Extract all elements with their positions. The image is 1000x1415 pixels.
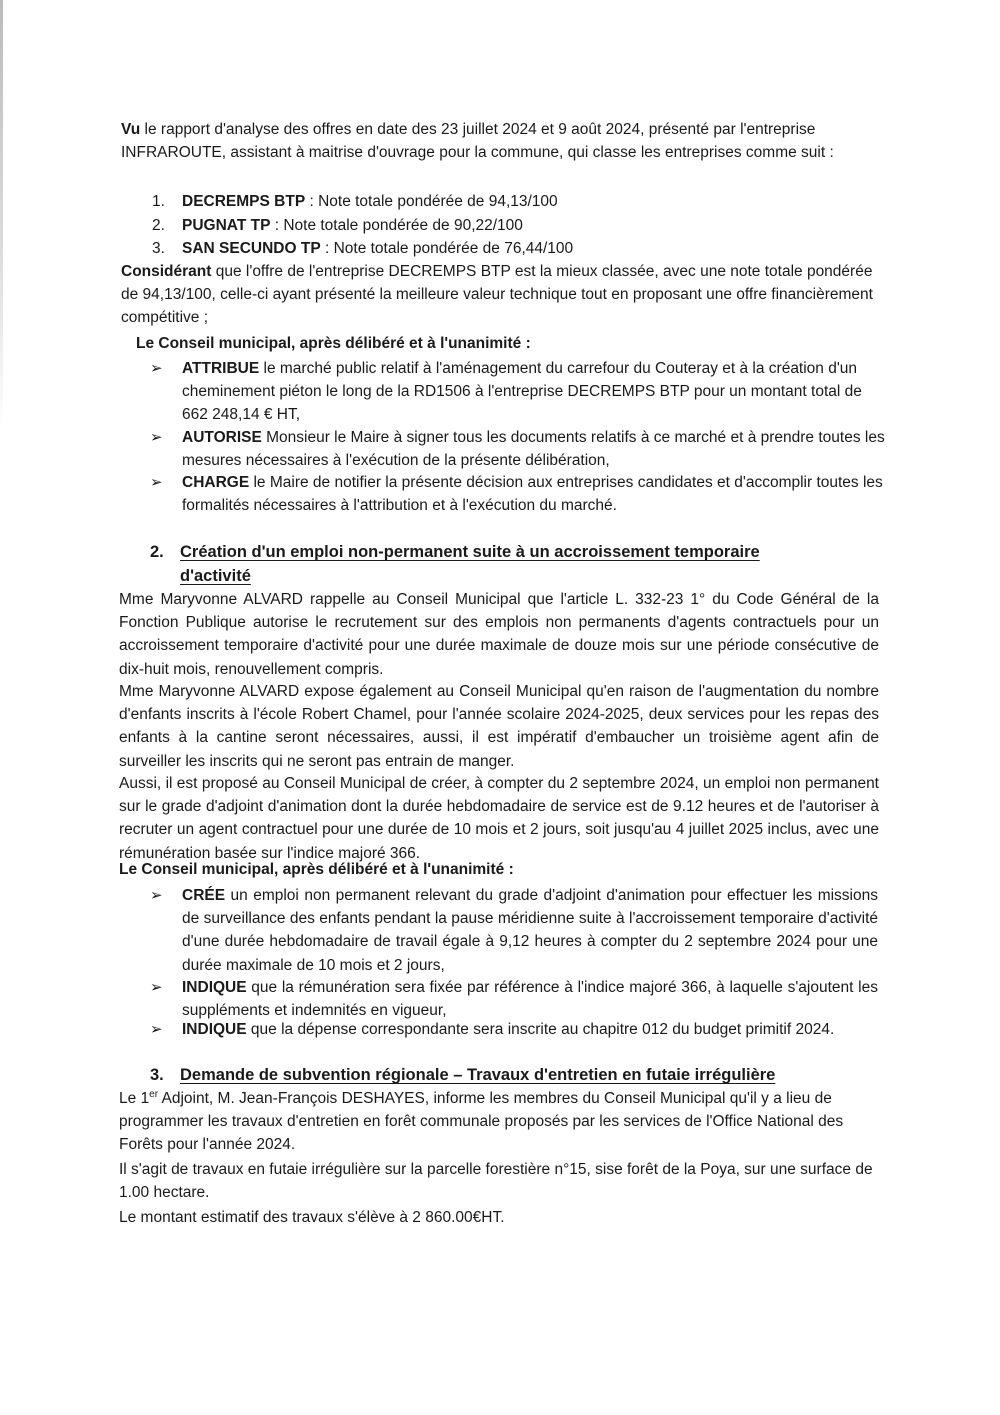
section-2-paragraph: Mme Maryvonne ALVARD expose également au Conseil Municipal qu'en raison de l'augmentation du nombre d'enfants inscrits à l'école Robert Chamel, pour l'année scolaire 2024-2025, deux services pour les repas des enfants à la cantine seront nécessaires, aussi, il est impératif d'embaucher un troisième agent afin de surveiller les inscrits qui ne seront pas entrain de manger.	[119, 683, 879, 770]
arrow-bullet-icon: ➢	[150, 887, 163, 904]
ranking-item: 2. PUGNAT TP : Note totale pondérée de 90,22/100	[152, 217, 523, 234]
scan-edge-mark	[0, 0, 3, 430]
considerant-paragraph	[121, 260, 876, 330]
intro-paragraph	[121, 118, 881, 164]
considerant-text: que l'offre de l'entreprise DECREMPS BTP est la mieux classée, avec une note totale pondérée de 94,13/100, celle-ci ayant présenté la meilleure valeur technique tout en proposant une offre financièrement compétitive ;	[121, 263, 873, 327]
section-3-heading: 3. Demande de subvention régionale – Travaux d'entretien en futaie irrégulière	[150, 1066, 776, 1084]
section-2-title-line2: d'activité	[180, 567, 251, 585]
section-3-paragraph: Le montant estimatif des travaux s'élève à 2 860.00€HT.	[119, 1209, 505, 1226]
decision-item: ➢ INDIQUE que la dépense correspondante sera inscrite au chapitre 012 du budget primitif 2024.	[150, 1018, 900, 1041]
section-2-title-line1: Création d'un emploi non-permanent suite à un accroissement temporaire	[180, 543, 760, 561]
decision-item: ➢ CHARGE le Maire de notifier la présente décision aux entreprises candidates et d'accomplir toutes les formalités nécessaires à l'attribution et à l'exécution du marché.	[150, 471, 890, 517]
section-2-paragraph: Aussi, il est proposé au Conseil Municipal de créer, à compter du 2 septembre 2024, un emploi non permanent sur le grade d'adjoint d'animation dont la durée hebdomadaire de service est de 9.12 heures et de l'autoriser à recruter un agent contractuel pour une durée de 10 mois et 2 jours, soit jusqu'au 4 juillet 2025 inclus, avec une rémunération basée sur l'indice majoré 366.	[119, 775, 879, 862]
arrow-bullet-icon: ➢	[150, 474, 163, 491]
decision-item: ➢ CRÉE un emploi non permanent relevant du grade d'adjoint d'animation pour effectuer les missions de surveillance des enfants pendant la pause méridienne suite à l'accroissement temporaire d'activité d'une durée hebdomadaire de travail égale à 9,12 heures à compter du 2 septembre 2024 pour une durée maximale de 10 mois et 2 jours,	[150, 884, 878, 977]
intro-text: le rapport d'analyse des offres en date des 23 juillet 2024 et 9 août 2024, présenté par l'entreprise INFRAROUTE, assistant à maitrise d'ouvrage pour la commune, qui classe les entreprises comme suit :	[121, 121, 834, 162]
arrow-bullet-icon: ➢	[150, 1021, 163, 1038]
decision-label: Le Conseil municipal, après délibéré et à l'unanimité :	[136, 335, 531, 352]
section-3-paragraph: Il s'agit de travaux en futaie irrégulière sur la parcelle forestière n°15, sise forêt de la Poya, sur une surface de 1.00 hectare.	[119, 1161, 873, 1202]
arrow-bullet-icon: ➢	[150, 429, 163, 446]
decision-label: Le Conseil municipal, après délibéré et à l'unanimité :	[119, 861, 514, 878]
decision-item: ➢ INDIQUE que la rémunération sera fixée par référence à l'indice majoré 366, à laquelle s'ajoutent les suppléments et indemnités en vigueur,	[150, 976, 878, 1022]
decision-item: ➢ AUTORISE Monsieur le Maire à signer tous les documents relatifs à ce marché et à prendre toutes les mesures nécessaires à l'exécution de la présente délibération,	[150, 426, 890, 472]
decision-item: ➢ ATTRIBUE le marché public relatif à l'aménagement du carrefour du Couteray et à la création d'un cheminement piéton le long de la RD1506 à l'entreprise DECREMPS BTP pour un montant total de 662 248,14 € HT,	[150, 357, 890, 427]
arrow-bullet-icon: ➢	[150, 979, 163, 996]
ranking-item: 1. DECREMPS BTP : Note totale pondérée de 94,13/100	[152, 193, 558, 210]
arrow-bullet-icon: ➢	[150, 360, 163, 377]
section-3-title: Demande de subvention régionale – Travaux d'entretien en futaie irrégulière	[180, 1066, 776, 1084]
section-3-paragraph: Le 1er Adjoint, M. Jean-François DESHAYES, informe les membres du Conseil Municipal qu'il y a lieu de programmer les travaux d'entretien en forêt communale proposés par les services de l'Office National des Forêts pour l'année 2024.	[119, 1088, 844, 1154]
ranking-item: 3. SAN SECUNDO TP : Note totale pondérée de 76,44/100	[152, 240, 574, 257]
section-2-heading: 2. Création d'un emploi non-permanent suite à un accroissement temporaire	[150, 543, 760, 561]
considerant-lead: Considérant	[121, 263, 212, 280]
section-2-paragraph: Mme Maryvonne ALVARD rappelle au Conseil Municipal que l'article L. 332-23 1° du Code Général de la Fonction Publique autorise le recrutement sur des emplois non permanents d'agents contractuels pour un accroissement temporaire d'activité pour une durée maximale de douze mois sur une période consécutive de dix-huit mois, renouvellement compris.	[119, 591, 879, 678]
section-2-heading-cont	[180, 564, 251, 588]
intro-lead: Vu	[121, 121, 141, 138]
